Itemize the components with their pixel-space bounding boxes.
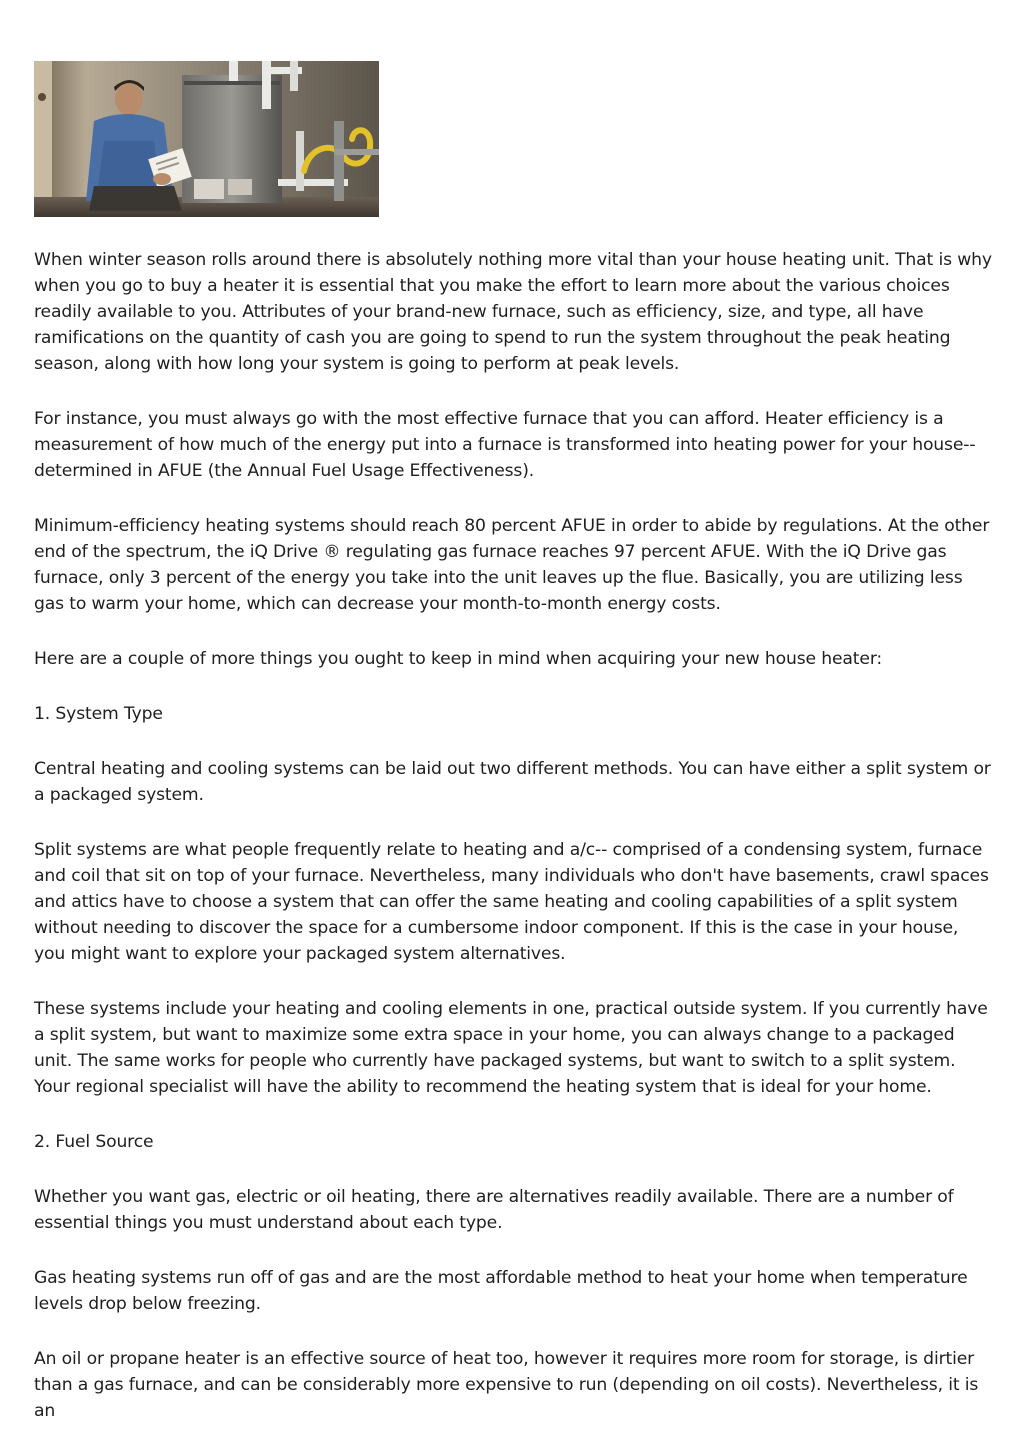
heading-fuel-source: 2. Fuel Source	[34, 1132, 154, 1152]
technician-furnace-illustration	[34, 61, 379, 217]
paragraph-oil-propane: An oil or propane heater is an effective source of heat too, however it requires more room for storage, is dirtier than a gas furnace, and can be considerably more expensive to run (depending on oil costs). Nevertheless, it is an	[34, 1349, 979, 1421]
paragraph-afue: Minimum-efficiency heating systems should reach 80 percent AFUE in order to abide by regulations. At the other end of the spectrum, the iQ Drive ® regulating gas furnace reaches 97 percent AFUE. With the iQ Drive gas furnace, only 3 percent of the energy you take into the unit leaves up the flue. Basically, you are utilizing less gas to warm your home, which can decrease your month-to-month energy costs.	[34, 516, 990, 614]
paragraph-packaged-systems: These systems include your heating and cooling elements in one, practical outside system. If you currently have a split system, but want to maximize some extra space in your home, you can always change to a packaged unit. The same works for people who currently have packaged systems, but want to switch to a split system. Your regional specialist will have the ability to recommend the heating system that is ideal for your home.	[34, 999, 988, 1097]
paragraph-central-systems: Central heating and cooling systems can be laid out two different methods. You can have either a split system or a packaged system.	[34, 759, 991, 805]
heading-system-type: 1. System Type	[34, 704, 163, 724]
paragraph-fuel-options: Whether you want gas, electric or oil heating, there are alternatives readily available. There are a number of essential things you must understand about each type.	[34, 1187, 954, 1233]
paragraph-gas-heating: Gas heating systems run off of gas and are the most affordable method to heat your home when temperature levels drop below freezing.	[34, 1268, 968, 1314]
paragraph-split-systems: Split systems are what people frequently relate to heating and a/c-- comprised of a condensing system, furnace and coil that sit on top of your furnace. Nevertheless, many individuals who don't have basements, crawl spaces and attics have to choose a system that can offer the same heating and cooling capabilities of a split system without needing to discover the space for a cumbersome indoor component. If this is the case in your house, you might want to explore your packaged system alternatives.	[34, 840, 989, 964]
article-body	[34, 247, 992, 1424]
paragraph-efficiency: For instance, you must always go with the most effective furnace that you can afford. Heater efficiency is a measurement of how much of the energy put into a furnace is transformed into heating power for your house-- determined in AFUE (the Annual Fuel Usage Effectiveness).	[34, 409, 976, 481]
article	[34, 61, 992, 1453]
paragraph-intro: When winter season rolls around there is absolutely nothing more vital than your house heating unit. That is why when you go to buy a heater it is essential that you make the effort to learn more about the various choices readily available to you. Attributes of your brand-new furnace, such as efficiency, size, and type, all have ramifications on the quantity of cash you are going to spend to run the system throughout the peak heating season, along with how long your system is going to perform at peak levels.	[34, 250, 992, 374]
paragraph-tips-intro: Here are a couple of more things you ought to keep in mind when acquiring your new house heater:	[34, 649, 883, 669]
hero-image	[34, 61, 379, 217]
